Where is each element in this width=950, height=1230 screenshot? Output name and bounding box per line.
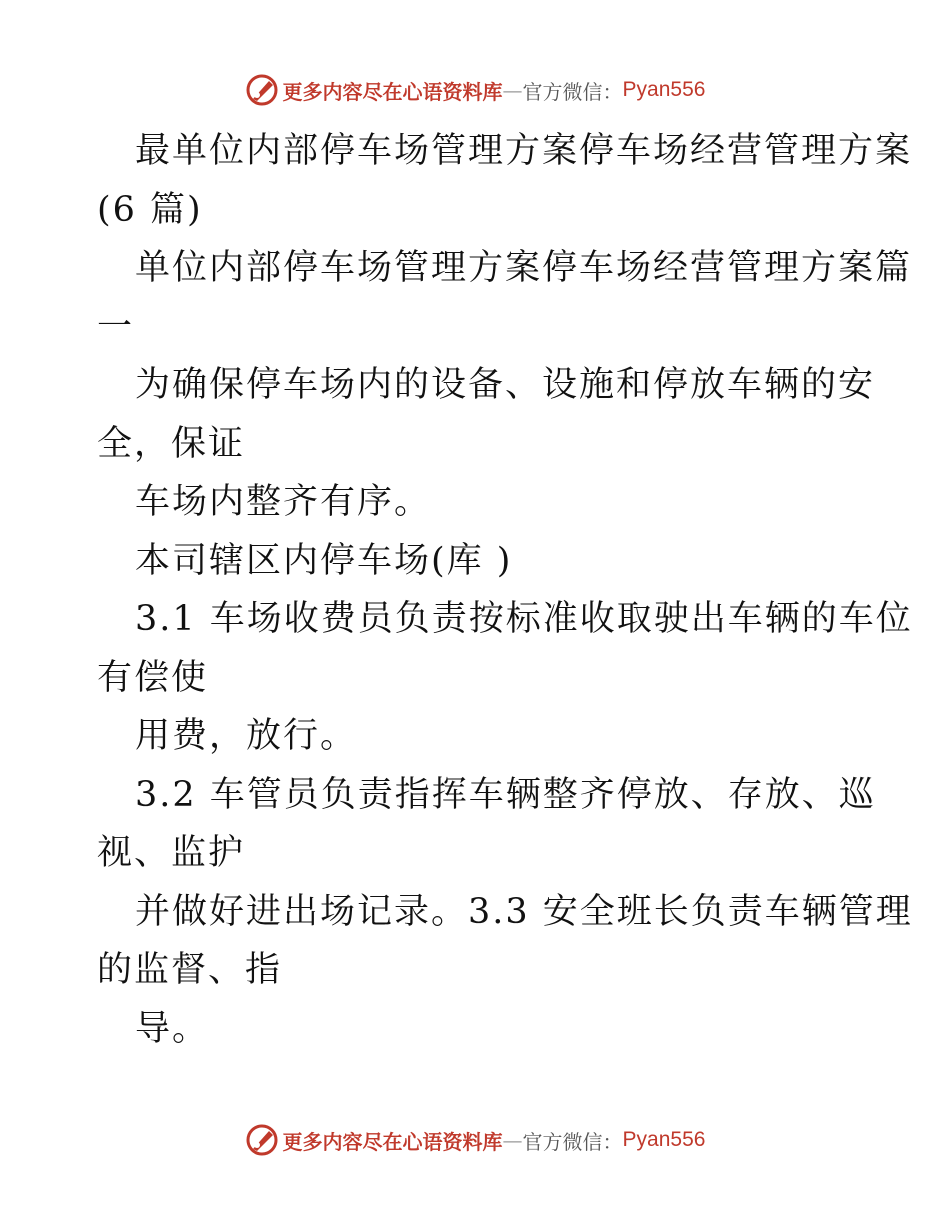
text-line: 有偿使 (97, 657, 209, 698)
text-line: 车场内整齐有序。 (135, 482, 432, 522)
document-body (97, 122, 913, 1058)
watermark-separator: — (502, 78, 523, 102)
text-line: (6 篇) (97, 189, 203, 230)
text-line: 全，保证 (97, 423, 246, 464)
text-line: 导。 (135, 1008, 210, 1049)
text-line: 单位内部停车场管理方案停车场经营管理方案篇 (135, 248, 913, 288)
watermark-official-label: 官方微信： (522, 1129, 623, 1154)
text-line: 视、监护 (97, 833, 246, 873)
watermark-separator: — (502, 1128, 523, 1152)
pen-seal-icon (245, 73, 279, 107)
text-line: 本司辖区内停车场(库 ) (135, 540, 513, 581)
watermark-official-label: 官方微信： (522, 79, 623, 104)
watermark-wechat-id: Pyan556 (622, 1128, 706, 1151)
header-watermark (0, 70, 950, 110)
watermark-brand: 更多内容尽在心语资料库 (282, 79, 503, 104)
text-line: 并做好进出场记录。3.3 安全班长负责车辆管理 (135, 891, 913, 932)
watermark-wechat-id: Pyan556 (622, 78, 706, 101)
text-line: 最单位内部停车场管理方案停车场经营管理方案 (135, 131, 913, 171)
text-line: 为确保停车场内的设备、设施和停放车辆的安 (135, 365, 876, 405)
text-line: 一 (97, 306, 135, 347)
text-line: 3.2 车管员负责指挥车辆整齐停放、存放、巡 (135, 774, 876, 815)
text-line: 的监督、指 (97, 950, 283, 990)
footer-watermark (0, 1120, 950, 1160)
text-line: 用费，放行。 (135, 716, 358, 756)
watermark-brand: 更多内容尽在心语资料库 (282, 1129, 503, 1154)
pen-seal-icon (245, 1123, 279, 1157)
text-line: 3.1 车场收费员负责按标准收取驶出车辆的车位 (135, 599, 913, 639)
